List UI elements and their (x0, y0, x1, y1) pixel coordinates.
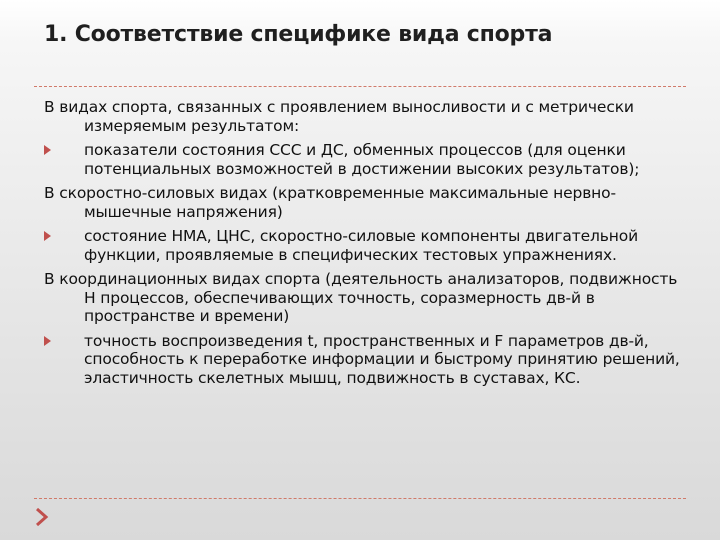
top-divider (34, 86, 686, 87)
bullet-item-speed-strength-indicators (44, 227, 684, 264)
bullet-item-coordination-indicators (44, 332, 684, 388)
slide-content (44, 98, 684, 393)
bullet-text: состояние НМА, ЦНС, скоростно-силовые компоненты двигательной функции, проявляемые в специфических тестовых упражнениях. (84, 227, 639, 264)
bottom-divider (34, 498, 686, 499)
triangle-bullet-icon (44, 145, 51, 155)
bullet-text: показатели состояния ССС и ДС, обменных процессов (для оценки потенциальных возможностей в достижении высоких результатов); (84, 141, 640, 178)
slide-title: 1. Соответствие специфике вида спорта (44, 22, 553, 47)
paragraph-endurance: В видах спорта, связанных с проявлением выносливости и с метрически измеряемым результатом: (44, 98, 634, 135)
triangle-bullet-icon (44, 336, 51, 346)
bullet-item-endurance-indicators (44, 141, 684, 178)
bullet-text: точность воспроизведения t, пространственных и F параметров дв-й, способность к переработке информации и быстрому принятию решений, эластичность скелетных мышц, подвижность в суставах, КС. (84, 331, 680, 387)
paragraph-speed-strength: В скоростно-силовых видах (кратковременные максимальные нервно-мышечные напряжения) (44, 184, 616, 221)
paragraph-coordination: В координационных видах спорта (деятельность анализаторов, подвижность Н процессов, обеспечивающих точность, соразмерность дв-й в пространстве и времени) (44, 270, 678, 325)
triangle-bullet-icon (44, 231, 51, 241)
chevron-right-icon (34, 506, 50, 528)
